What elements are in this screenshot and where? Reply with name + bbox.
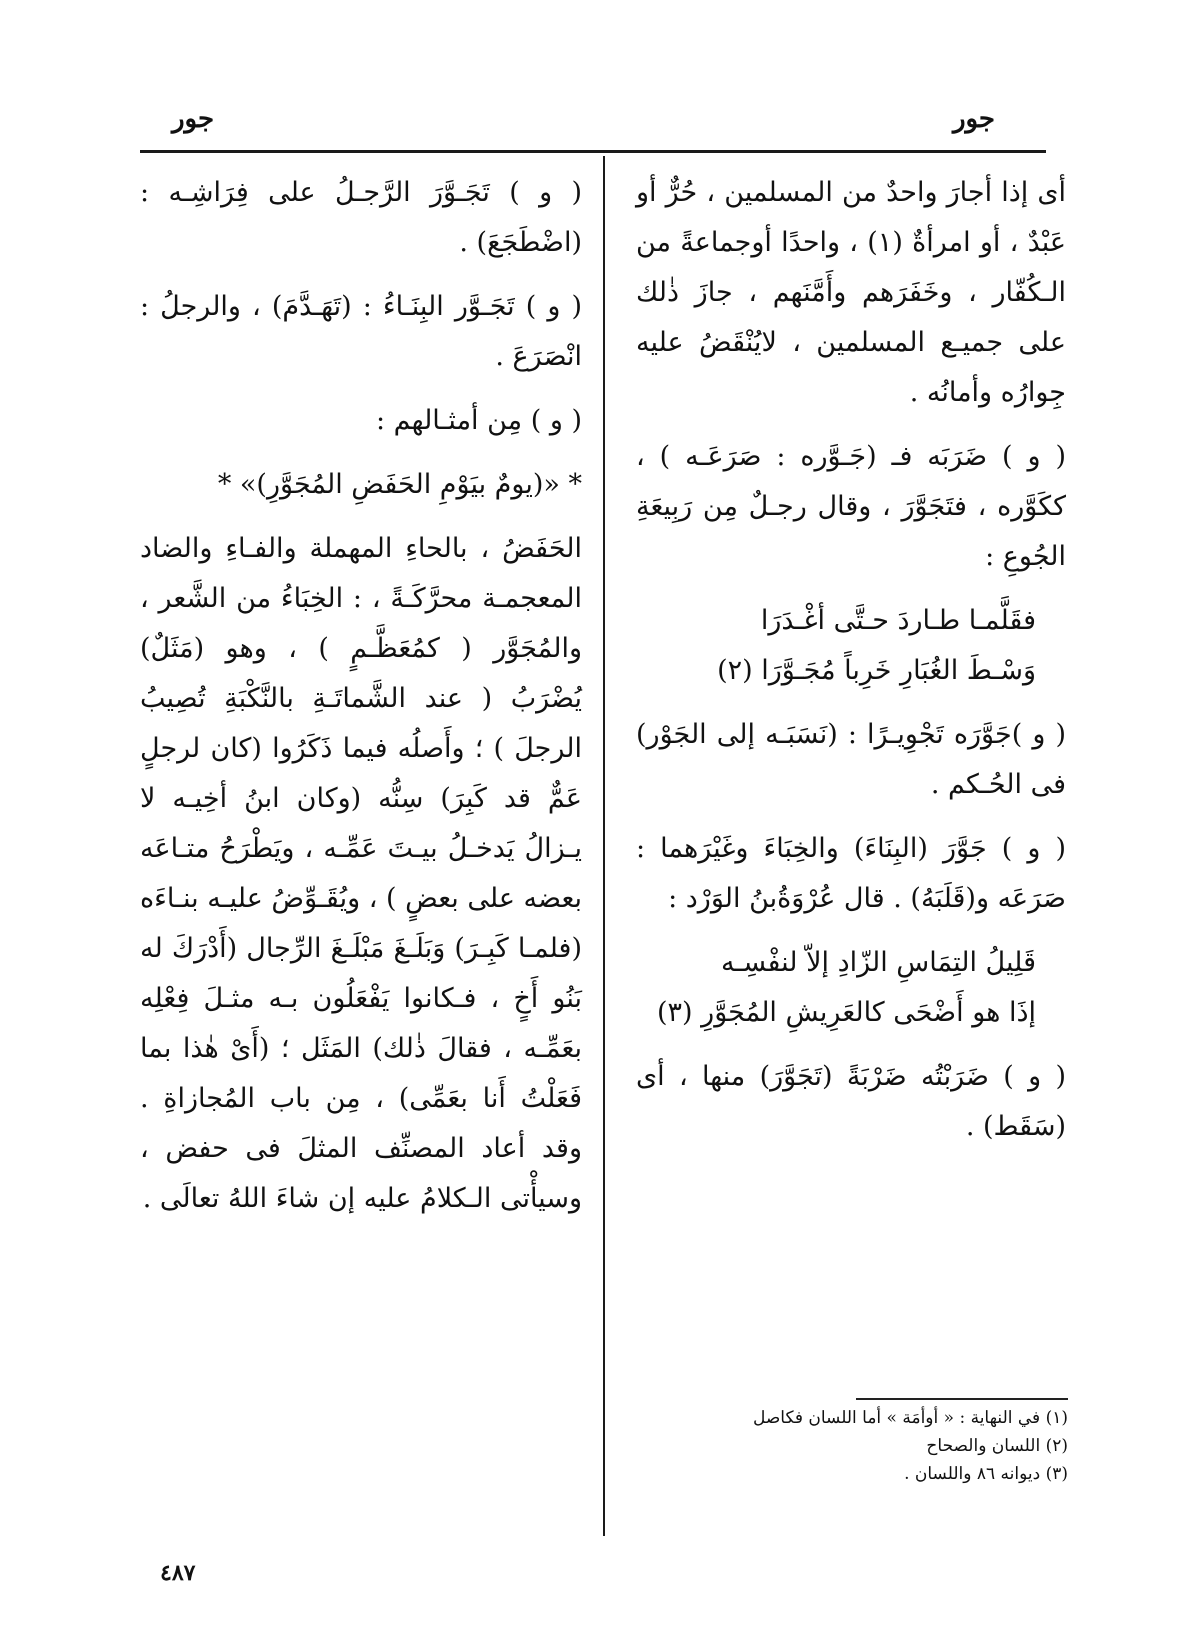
- verse-1-line-2: وَسْـطَ الغُبَارِ خَرِباً مُجَـوَّرَا (٢): [717, 655, 1036, 686]
- footnote-3: (٣) ديوانه ٨٦ واللسان .: [904, 1464, 1068, 1484]
- left-paragraph-1: ( و ) تَجَـوَّرَ الرَّجـلُ على فِرَاشِـه : (اضْطَجَعَ) .: [140, 177, 582, 258]
- left-paragraph-2: ( و ) تَجَـوَّر البِنَـاءُ : (تَهَـدَّمَ) ، والرجلُ : انْصَرَعَ .: [140, 291, 582, 372]
- footnote-1: (١) في النهاية : « أوأمَة » أما اللسان فكاصل: [752, 1408, 1068, 1428]
- column-divider: [603, 156, 605, 1536]
- verse-1-line-1: فقَلَّمـا طـاردَ حـتَّى أغْـدَرَا: [760, 605, 1036, 636]
- verse-2-line-1: قَلِيلُ التِمَاسِ الزّادِ إلاّ لنفْسِـه: [721, 947, 1036, 978]
- running-header-left: جور: [172, 104, 215, 134]
- right-paragraph-3: ( و )جَوَّرَه تَجْوِيـرًا : (نَسَبَـه إلى الجَوْر) فى الحُـكم .: [636, 719, 1066, 800]
- right-paragraph-1: أى إذا أجارَ واحدٌ من المسلمين ، حُرٌّ أو عَبْدٌ ، أو امرأةٌ (١) ، واحدًا أوجماعةً من الـكُفّار ، وخَفَرَهم وأَمَّنَهم ، جازَ ذٰلك على جميـع المسلمين ، لايُنْقَضُ عليه جِوارُه وأمانُه .: [636, 177, 1067, 408]
- page-number: ٤٨٧: [160, 1560, 196, 1586]
- right-paragraph-4: ( و ) جَوَّرَ (البِنَاءَ) والخِبَاءَ وغَيْرَهما : صَرَعَه و(قَلَبَهُ) . قال عُرْوَةُبنُ الوَرْد :: [636, 833, 1066, 914]
- footnotes: [636, 1404, 1068, 1488]
- right-paragraph-5: ( و ) ضَرَبْتُه ضَرْبَةً (تَجَوَّرَ) منها ، أى (سَقَط) .: [636, 1061, 1066, 1142]
- left-paragraph-4: * «(يومٌ بيَوْمِ الحَفَضِ المُجَوَّرِ)» *: [217, 469, 582, 500]
- verse-2: [636, 938, 1066, 1038]
- left-paragraph-5: الحَفَضُ ، بالحاءِ المهملة والفـاءِ والضاد المعجمـة محرَّكَـةً ، : الخِبَاءُ من الشَّعر ، والمُجَوَّر ( كمُعَظَّـمٍ ) ، وهو (مَثَلٌ) يُضْرَبُ ( عند الشَّماتَـةِ بالنَّكْبَةِ تُصِيبُ الرجلَ ) ؛ وأَصلُه فيما ذَكَرُوا (كان لرجلٍ عَمٌّ قد كَبِرَ) سِنُّه (وكان ابنُ أخِيـه لا يـزالُ يَدخـلُ بيـتَ عَمِّـه ، ويَطْرَحُ متـاعَه بعضه على بعضٍ ) ، ويُقَـوِّضُ عليـه بنـاءَه (فلمـا كَبِـرَ) وَبَلَـغَ مَبْلَـغَ الرِّجال (أَدْرَكَ له بَنُو أَخٍ ، فـكانوا يَفْعَلُون بـه مثـلَ فِعْلِه بعَمِّـه ، فقالَ ذٰلك) المَثَل ؛ (أَىْ هٰذا بما فَعَلْتُ أَنا بعَمِّى) ، مِن باب المُجازاةِ . وقد أعاد المصنِّف المثلَ فى حفض ، وسيأْتى الـكلامُ عليه إن شاءَ اللهُ تعالَى .: [140, 533, 582, 1214]
- running-header-right: جور: [952, 104, 995, 134]
- right-paragraph-2: ( و ) ضَرَبَه فـ (جَـوَّره : صَرَعَـه ) ، ككَوَّره ، فتَجَوَّرَ ، وقال رجـلٌ مِن رَبِيعَةِ الجُوعِ :: [636, 441, 1066, 572]
- footnote-rule: [856, 1398, 1068, 1400]
- verse-2-line-2: إذَا هو أَضْحَى كالعَرِيشِ المُجَوَّرِ (٣): [656, 997, 1036, 1028]
- header-rule: [140, 150, 1046, 153]
- verse-1: [636, 596, 1066, 696]
- right-column: [636, 168, 1066, 1166]
- left-paragraph-3: ( و ) مِن أمثـالهم :: [375, 405, 582, 436]
- left-column: [140, 168, 582, 1238]
- footnote-2: (٢) اللسان والصحاح: [926, 1436, 1068, 1456]
